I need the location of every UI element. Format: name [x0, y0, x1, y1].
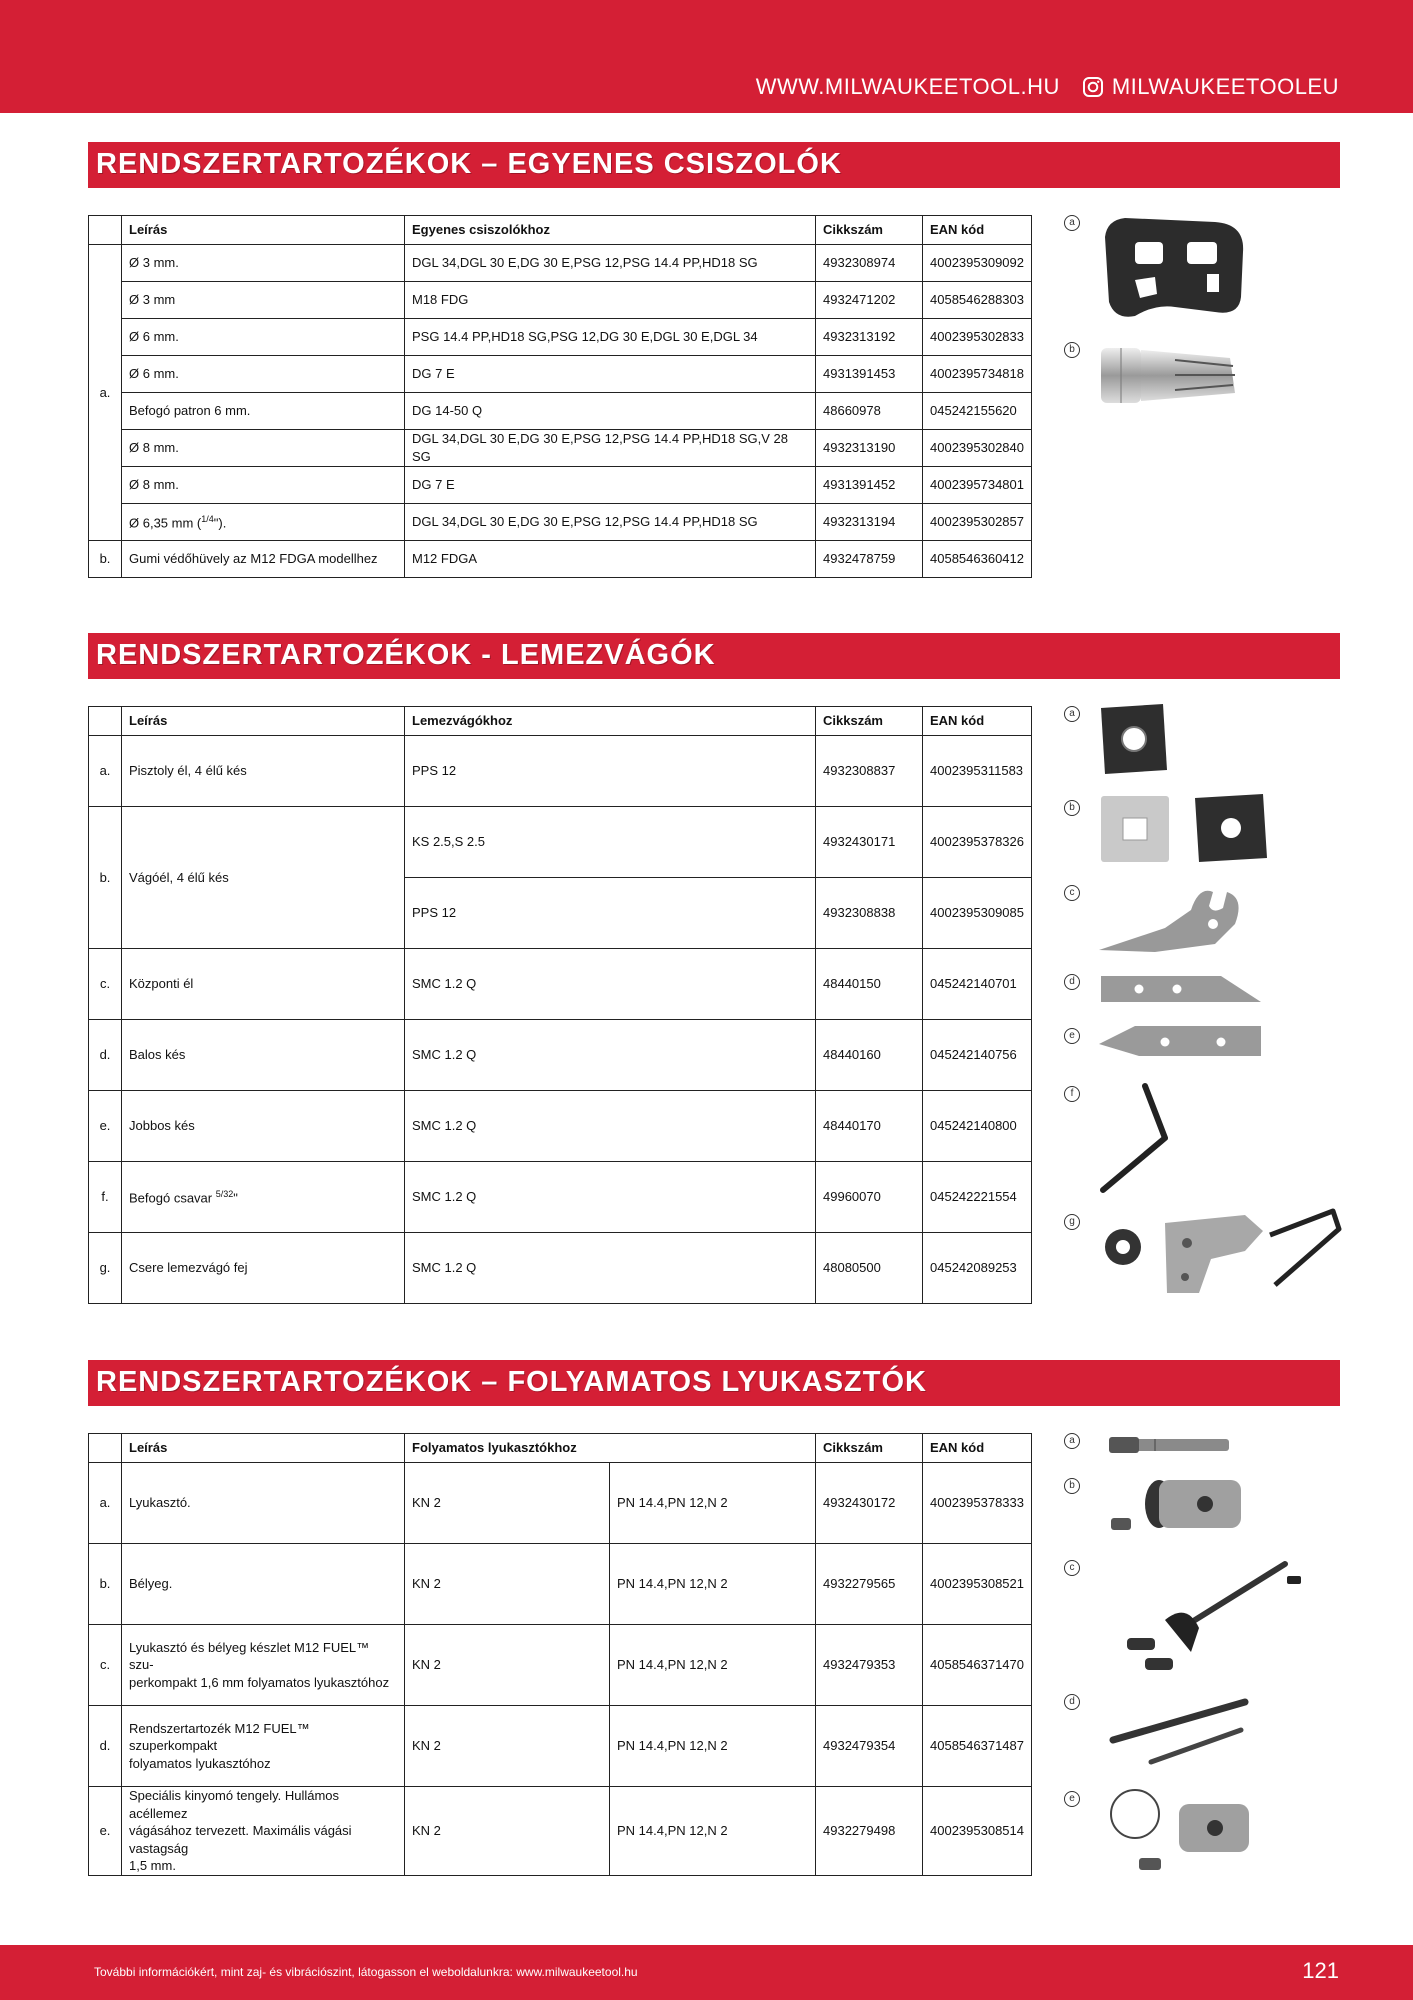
hex-key-image: [1095, 1080, 1175, 1195]
fit-cell: PN 14.4,PN 12,N 2: [610, 1463, 816, 1544]
desc-cell: Speciális kinyomó tengely. Hullámos acéllemez vágásához tervezett. Maximális vágási vastagság 1,5 mm.: [122, 1787, 405, 1876]
table-header-cell: Egyenes csiszolókhoz: [405, 216, 816, 245]
row-letter: e.: [89, 1787, 122, 1876]
image-label: c: [1064, 1560, 1080, 1576]
ean-cell: 045242140701: [923, 949, 1032, 1020]
table-header-cell: Leírás: [122, 216, 405, 245]
section-title: RENDSZERTARTOZÉKOK – EGYENES CSISZOLÓK: [96, 148, 842, 180]
instagram-link[interactable]: MILWAUKEETOOLEU: [1111, 74, 1339, 99]
table-header-row: [89, 216, 1032, 245]
table-header-cell: Lemezvágókhoz: [405, 707, 816, 736]
table-row: [89, 1233, 1032, 1304]
ean-cell: 4002395308514: [923, 1787, 1032, 1876]
image-label: d: [1064, 1694, 1080, 1710]
ean-cell: 4058546360412: [923, 541, 1032, 578]
desc-cell: Balos kés: [122, 1020, 405, 1091]
nibbler-table: [88, 1433, 1032, 1876]
die-image: [1095, 1470, 1255, 1550]
section-title: RENDSZERTARTOZÉKOK – FOLYAMATOS LYUKASZTÓK: [96, 1366, 927, 1398]
fit-cell: SMC 1.2 Q: [405, 1162, 816, 1233]
collet-image: [1095, 338, 1240, 413]
code-cell: 4931391452: [816, 467, 923, 504]
ean-cell: 045242155620: [923, 393, 1032, 430]
table-row: [89, 1463, 1032, 1544]
ean-cell: 045242140800: [923, 1091, 1032, 1162]
table-row: [89, 1162, 1032, 1233]
code-cell: 4932313192: [816, 319, 923, 356]
accessory-set-image: [1095, 1690, 1255, 1770]
ean-cell: 4002395378326: [923, 807, 1032, 878]
ean-cell: 045242221554: [923, 1162, 1032, 1233]
image-label: d: [1064, 974, 1080, 990]
code-cell: 4932478759: [816, 541, 923, 578]
code-cell: 4932279498: [816, 1787, 923, 1876]
table-row: [89, 1706, 1032, 1787]
table-header-cell: [89, 1434, 122, 1463]
table-row: [89, 541, 1032, 578]
code-cell: 4932430172: [816, 1463, 923, 1544]
row-letter: b.: [89, 1544, 122, 1625]
ean-cell: 4002395302840: [923, 430, 1032, 467]
image-label: e: [1064, 1791, 1080, 1807]
image-label: g: [1064, 1214, 1080, 1230]
fit-cell: PSG 14.4 PP,HD18 SG,PSG 12,DG 30 E,DGL 30 E,DGL 34: [405, 319, 816, 356]
cutting-blades-image: [1095, 788, 1275, 868]
fit-cell: DG 7 E: [405, 356, 816, 393]
fit-cell: SMC 1.2 Q: [405, 1091, 816, 1162]
ean-cell: 4002395734818: [923, 356, 1032, 393]
desc-cell: Gumi védőhüvely az M12 FDGA modellhez: [122, 541, 405, 578]
right-blade-image: [1095, 1022, 1265, 1064]
fit-cell: M18 FDG: [405, 282, 816, 319]
table-header-row: [89, 707, 1032, 736]
ean-cell: 4058546371487: [923, 1706, 1032, 1787]
table-row: [89, 504, 1032, 541]
table-row: [89, 1091, 1032, 1162]
table-header-cell: EAN kód: [923, 1434, 1032, 1463]
desc-cell: Lyukasztó és bélyeg készlet M12 FUEL™ szu- perkompakt 1,6 mm folyamatos lyukasztóhoz: [122, 1625, 405, 1706]
ean-cell: 045242089253: [923, 1233, 1032, 1304]
table-row: [89, 1020, 1032, 1091]
table-header-cell: Leírás: [122, 707, 405, 736]
desc-cell: Ø 8 mm.: [122, 430, 405, 467]
code-cell: 49960070: [816, 1162, 923, 1233]
fit-cell: KS 2.5,S 2.5: [405, 807, 816, 878]
fit-cell: DGL 34,DGL 30 E,DG 30 E,PSG 12,PSG 14.4 PP,HD18 SG: [405, 504, 816, 541]
desc-cell: Központi él: [122, 949, 405, 1020]
desc-cell: Jobbos kés: [122, 1091, 405, 1162]
table-row: [89, 393, 1032, 430]
table-header-row: [89, 1434, 1032, 1463]
ean-cell: 4058546288303: [923, 282, 1032, 319]
desc-cell: Ø 6 mm.: [122, 356, 405, 393]
image-label: a: [1064, 215, 1080, 231]
table-row: [89, 319, 1032, 356]
table-header-cell: Cikkszám: [816, 707, 923, 736]
code-cell: 4932308974: [816, 245, 923, 282]
ean-cell: 4002395734801: [923, 467, 1032, 504]
fit-cell: M12 FDGA: [405, 541, 816, 578]
table-row: [89, 736, 1032, 807]
fit-cell: PPS 12: [405, 736, 816, 807]
row-letter: e.: [89, 1091, 122, 1162]
table-header-cell: Cikkszám: [816, 1434, 923, 1463]
rubber-sleeve-image: [1095, 212, 1250, 322]
image-label: c: [1064, 885, 1080, 901]
fit-cell: PN 14.4,PN 12,N 2: [610, 1787, 816, 1876]
footer-bar: [0, 1945, 1413, 2000]
fit-cell: PN 14.4,PN 12,N 2: [610, 1544, 816, 1625]
code-cell: 48660978: [816, 393, 923, 430]
fit-cell: PPS 12: [405, 878, 816, 949]
header-bar: [0, 0, 1413, 113]
code-cell: 4932308837: [816, 736, 923, 807]
table-row: [89, 1544, 1032, 1625]
desc-cell: Bélyeg.: [122, 1544, 405, 1625]
row-letter: c.: [89, 1625, 122, 1706]
square-blade-image: [1095, 700, 1170, 778]
page-number: 121: [1302, 1958, 1339, 1983]
image-label: a: [1064, 706, 1080, 722]
fit-cell: KN 2: [405, 1463, 610, 1544]
row-letter: a.: [89, 736, 122, 807]
fit-cell: SMC 1.2 Q: [405, 1020, 816, 1091]
ean-cell: 4002395311583: [923, 736, 1032, 807]
code-cell: 48080500: [816, 1233, 923, 1304]
code-cell: 48440170: [816, 1091, 923, 1162]
desc-cell: Csere lemezvágó fej: [122, 1233, 405, 1304]
desc-cell: Pisztoly él, 4 élű kés: [122, 736, 405, 807]
code-cell: 4932479354: [816, 1706, 923, 1787]
image-label: b: [1064, 800, 1080, 816]
table-row: [89, 467, 1032, 504]
desc-cell: Ø 8 mm.: [122, 467, 405, 504]
table-header-cell: Folyamatos lyukasztókhoz: [405, 1434, 816, 1463]
ean-cell: 4002395302857: [923, 504, 1032, 541]
code-cell: 4932471202: [816, 282, 923, 319]
row-letter: d.: [89, 1706, 122, 1787]
center-blade-image: [1095, 880, 1255, 960]
code-cell: 48440150: [816, 949, 923, 1020]
code-cell: 4932313194: [816, 504, 923, 541]
section-title-bar: [88, 1360, 1340, 1406]
table-row: [89, 430, 1032, 467]
ean-cell: 045242140756: [923, 1020, 1032, 1091]
image-label: e: [1064, 1028, 1080, 1044]
image-label: f: [1064, 1086, 1080, 1102]
table-row: [89, 356, 1032, 393]
fit-cell: DGL 34,DGL 30 E,DG 30 E,PSG 12,PSG 14.4 PP,HD18 SG: [405, 245, 816, 282]
fit-cell: SMC 1.2 Q: [405, 949, 816, 1020]
image-label: a: [1064, 1433, 1080, 1449]
group-letter: b.: [89, 541, 122, 578]
row-letter: a.: [89, 1463, 122, 1544]
left-blade-image: [1095, 968, 1265, 1008]
code-cell: 4932279565: [816, 1544, 923, 1625]
fit-cell: KN 2: [405, 1706, 610, 1787]
table-header-cell: Cikkszám: [816, 216, 923, 245]
code-cell: 4932313190: [816, 430, 923, 467]
table-row: [89, 807, 1032, 878]
ean-cell: 4002395309085: [923, 878, 1032, 949]
image-label: b: [1064, 342, 1080, 358]
fit-cell: KN 2: [405, 1787, 610, 1876]
fit-cell: PN 14.4,PN 12,N 2: [610, 1625, 816, 1706]
code-cell: 48440160: [816, 1020, 923, 1091]
section-title: RENDSZERTARTOZÉKOK - LEMEZVÁGÓK: [96, 639, 716, 671]
fit-cell: DG 14-50 Q: [405, 393, 816, 430]
code-cell: 4932479353: [816, 1625, 923, 1706]
ean-cell: 4002395309092: [923, 245, 1032, 282]
punch-die-set-image: [1095, 1550, 1315, 1680]
table-header-cell: Leírás: [122, 1434, 405, 1463]
punch-image: [1095, 1430, 1245, 1460]
straight-grinder-table: [88, 215, 1032, 578]
table-header-cell: [89, 216, 122, 245]
desc-cell: Befogó csavar $^{5/32}$": [122, 1162, 405, 1233]
table-header-cell: EAN kód: [923, 216, 1032, 245]
desc-cell: Befogó patron 6 mm.: [122, 393, 405, 430]
desc-cell: Rendszertartozék M12 FUEL™ szuperkompakt folyamatos lyukasztóhoz: [122, 1706, 405, 1787]
ean-cell: 4002395308521: [923, 1544, 1032, 1625]
fit-cell: KN 2: [405, 1625, 610, 1706]
section-title-bar: [88, 633, 1340, 679]
group-letter: a.: [89, 245, 122, 541]
row-letter: d.: [89, 1020, 122, 1091]
table-row: [89, 282, 1032, 319]
code-cell: 4931391453: [816, 356, 923, 393]
row-letter: f.: [89, 1162, 122, 1233]
shear-table: [88, 706, 1032, 1304]
image-label: b: [1064, 1478, 1080, 1494]
website-link[interactable]: WWW.MILWAUKEETOOL.HU: [755, 74, 1060, 99]
ean-cell: 4002395302833: [923, 319, 1032, 356]
ean-cell: 4058546371470: [923, 1625, 1032, 1706]
fit-cell: KN 2: [405, 1544, 610, 1625]
row-letter: g.: [89, 1233, 122, 1304]
instagram-icon: [1082, 76, 1104, 98]
code-cell: 4932430171: [816, 807, 923, 878]
table-row: [89, 245, 1032, 282]
replacement-head-image: [1095, 1205, 1345, 1300]
code-cell: 4932308838: [816, 878, 923, 949]
table-header-cell: EAN kód: [923, 707, 1032, 736]
fit-cell: DGL 34,DGL 30 E,DG 30 E,PSG 12,PSG 14.4 PP,HD18 SG,V 28 SG: [405, 430, 816, 467]
ejector-shaft-image: [1095, 1784, 1255, 1879]
row-letter: c.: [89, 949, 122, 1020]
desc-cell: Vágóél, 4 élű kés: [122, 807, 405, 949]
desc-cell: Ø 6 mm.: [122, 319, 405, 356]
ean-cell: 4002395378333: [923, 1463, 1032, 1544]
desc-cell: Ø 6,35 mm ($^{1/4}$").: [122, 504, 405, 541]
table-row: [89, 949, 1032, 1020]
row-letter: b.: [89, 807, 122, 949]
fit-cell: SMC 1.2 Q: [405, 1233, 816, 1304]
section-title-bar: [88, 142, 1340, 188]
table-row: [89, 1625, 1032, 1706]
table-header-cell: [89, 707, 122, 736]
desc-cell: Ø 3 mm.: [122, 245, 405, 282]
fit-cell: PN 14.4,PN 12,N 2: [610, 1706, 816, 1787]
footer-info: További információkért, mint zaj- és vibrációszint, látogasson el weboldalunkra: www.milwaukeetool.hu: [94, 1965, 638, 1979]
desc-cell: Lyukasztó.: [122, 1463, 405, 1544]
desc-cell: Ø 3 mm: [122, 282, 405, 319]
table-row: [89, 1787, 1032, 1876]
fit-cell: DG 7 E: [405, 467, 816, 504]
